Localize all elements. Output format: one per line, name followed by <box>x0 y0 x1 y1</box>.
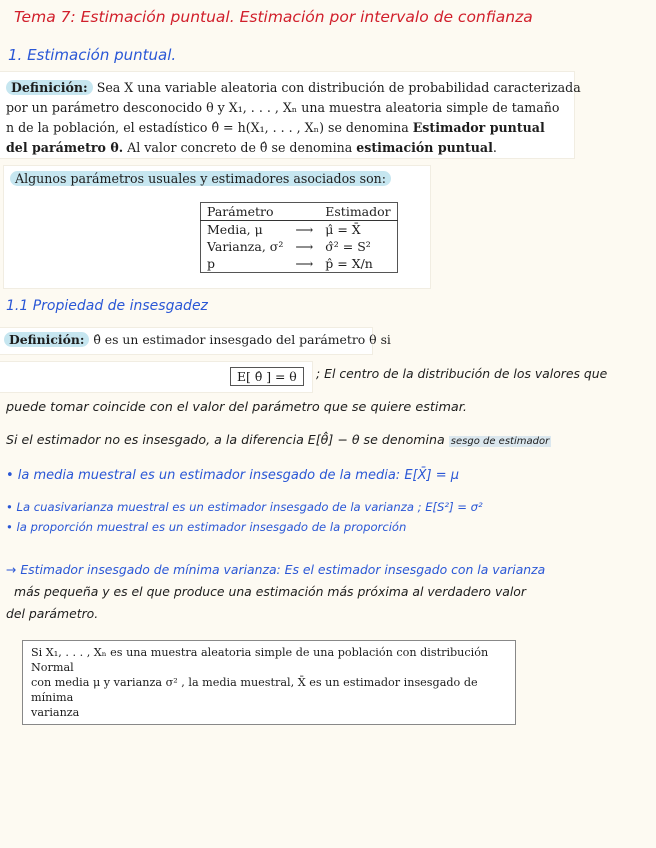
bias-term-highlight: sesgo de estimador <box>450 436 550 447</box>
bullet-mean: • la media muestral es un estimador insesgado de la media: E[X̄] = μ <box>6 468 460 483</box>
theorem-line1: Si X₁, . . . , Xₙ es una muestra aleatoria simple de una población con distribución Normal <box>31 646 489 674</box>
table-row <box>201 255 398 273</box>
min-variance-line2: más pequeña y es el que produce una estimación más próxima al verdadero valor <box>14 584 526 599</box>
header-estimador: Estimador <box>319 203 397 221</box>
arrow: ⟶ <box>295 256 314 271</box>
section-heading-1: 1. Estimación puntual. <box>8 46 177 64</box>
unbiased-formula: E[ θ̂ ] = θ <box>230 367 304 386</box>
note-bias: Si el estimador no es insesgado, a la diferencia E[θ̂] − θ se denomina sesgo de estimador <box>6 432 550 447</box>
estimators-table <box>200 202 398 273</box>
theorem-line3: varianza <box>31 706 80 719</box>
parameters-intro: Algunos parámetros usuales y estimadores asociados son: <box>10 171 391 186</box>
parameters-box <box>4 166 430 288</box>
param-p: p <box>207 256 216 271</box>
def2-text: θ̂ es un estimador insesgado del parámetro θ si <box>93 332 391 347</box>
note-center-cont: puede tomar coincide con el valor del parámetro que se quiere estimar. <box>6 400 467 415</box>
def1-line2: por un parámetro desconocido θ y X₁, . . . , Xₙ una muestra aleatoria simple de tamaño <box>6 100 560 115</box>
def1-line4: del parámetro θ. Al valor concreto de θ̂ se denomina estimación puntual. <box>6 140 497 155</box>
table-row <box>201 221 398 239</box>
note-center: ; El centro de la distribución de los valores que <box>316 366 608 381</box>
est-p: p̂ = X/n <box>325 256 373 271</box>
section-heading-1-1: 1.1 Propiedad de insesgadez <box>6 298 208 314</box>
definition-box-estimator <box>0 72 581 158</box>
theorem-line2: con media μ y varianza σ² , la media muestral, X̄ es un estimador insesgado de mínima <box>31 676 478 704</box>
param-varianza: Varianza, σ² <box>207 239 284 254</box>
def1-line3: n de la población, el estadístico θ̂ = h(X₁, . . . , Xₙ) se denomina Estimador puntual <box>6 120 545 135</box>
definition-label-2: Definición: <box>4 332 89 347</box>
param-media: Media, μ <box>207 222 263 237</box>
page-title: Tema 7: Estimación puntual. Estimación por intervalo de confianza <box>14 8 533 26</box>
def1-line1: Definición: Sea X una variable aleatoria con distribución de probabilidad caracterizada <box>6 78 581 98</box>
bullet-quasivariance: • La cuasivarianza muestral es un estimador insesgado de la varianza ; E[S²] = σ² <box>6 500 483 514</box>
header-parametro: Parámetro <box>201 203 290 221</box>
bullet-proportion: • la proporción muestral es un estimador insesgado de la proporción <box>6 520 407 534</box>
formula-box <box>0 362 312 392</box>
definition-box-unbiased <box>0 328 391 354</box>
arrow: ⟶ <box>295 222 314 237</box>
min-variance-line1: → Estimador insesgado de mínima varianza: Es el estimador insesgado con la varianza <box>6 562 546 577</box>
theorem-box <box>22 640 516 725</box>
min-variance-line3: del parámetro. <box>6 606 99 621</box>
definition-label: Definición: <box>6 80 93 95</box>
est-media: μ̂ = X̄ <box>325 222 361 237</box>
table-row <box>201 238 398 255</box>
table-header-row <box>201 203 398 221</box>
arrow: ⟶ <box>295 239 314 254</box>
est-varianza: σ̂² = S² <box>325 239 371 254</box>
